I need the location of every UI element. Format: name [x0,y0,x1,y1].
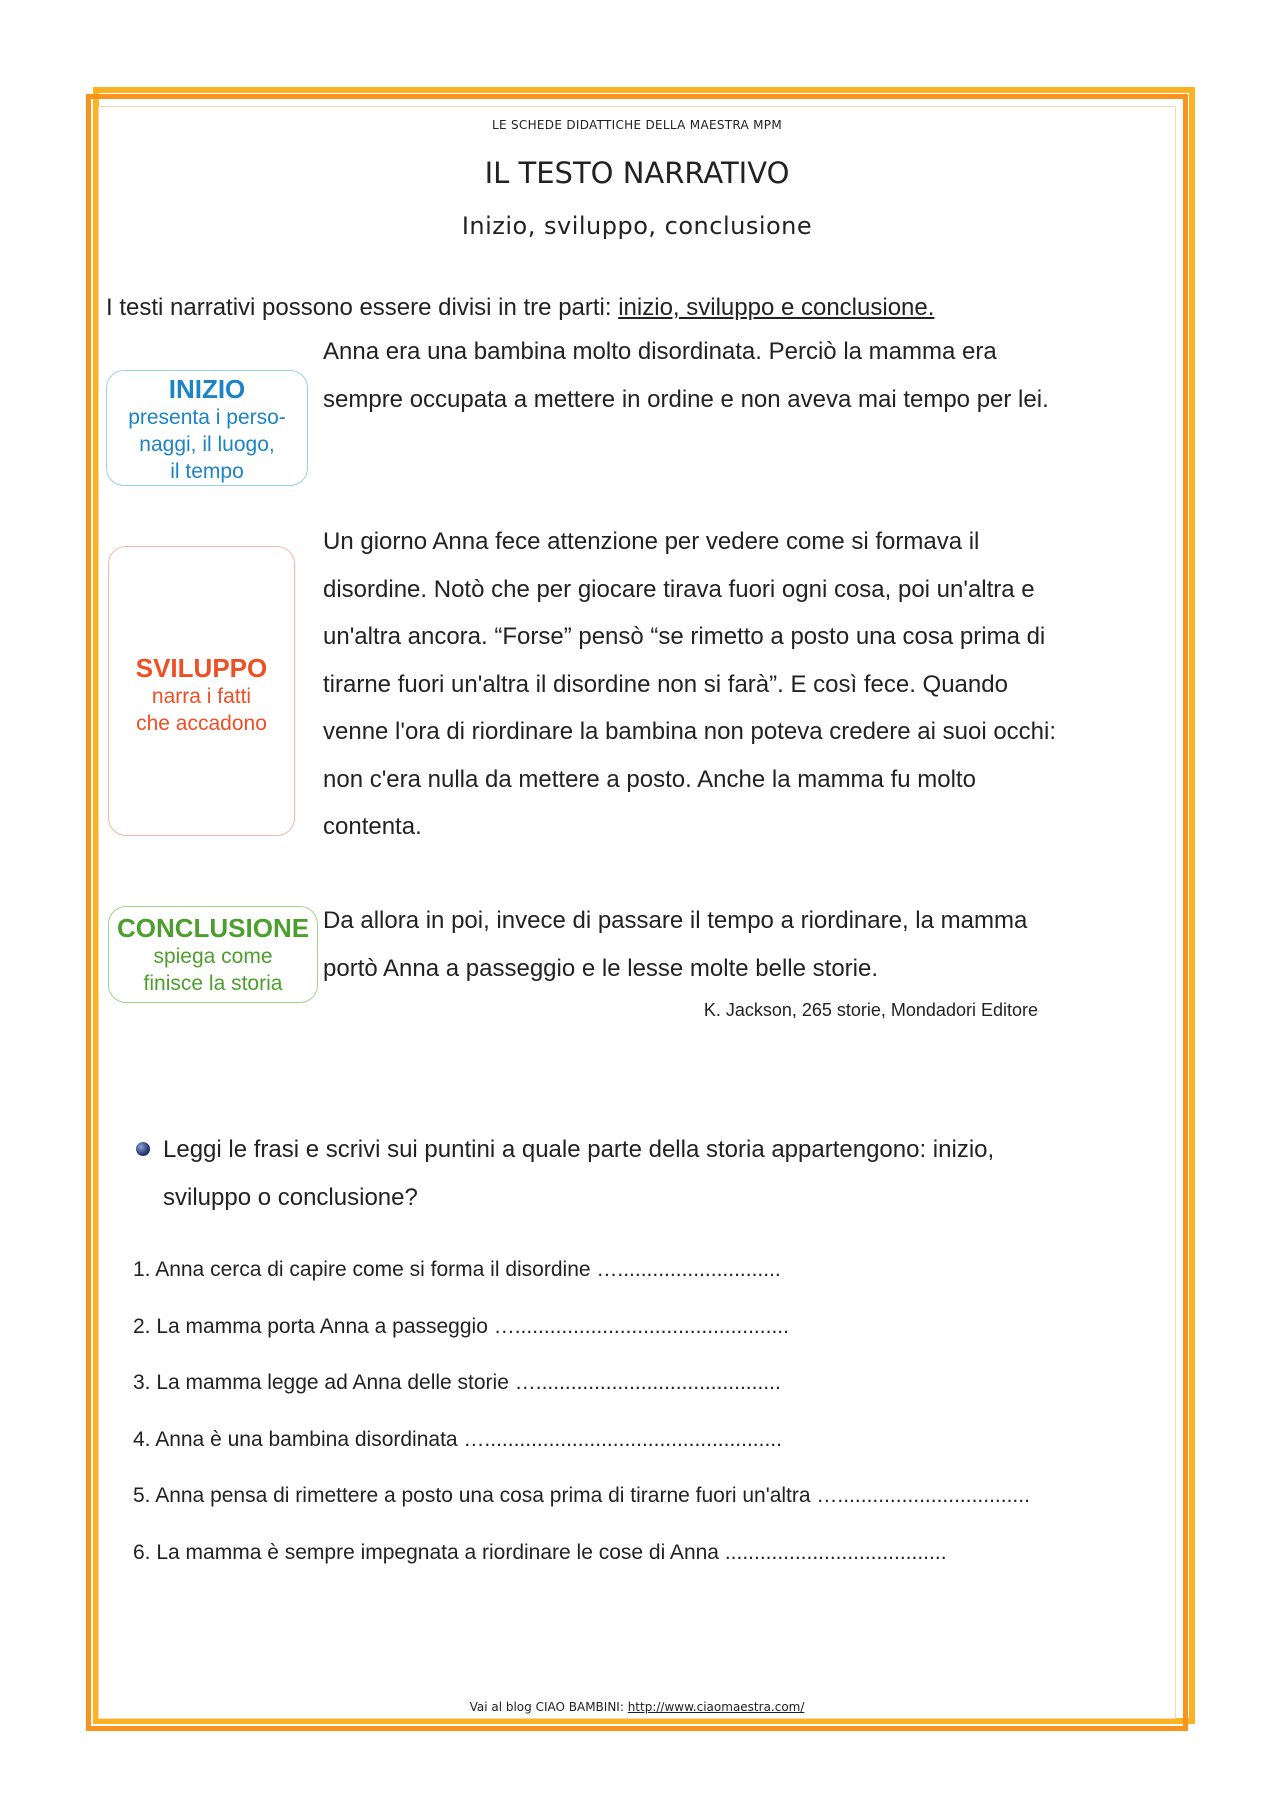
label-desc-line: presenta i perso- [128,405,286,429]
label-box-conclusione [108,906,318,1003]
page-subtitle: Inizio, sviluppo, conclusione [461,212,813,240]
footer-text: Vai al blog CIAO BAMBINI: [469,1700,628,1714]
intro-sentence [106,294,934,322]
bullet-icon [136,1142,150,1156]
label-box-inizio [106,370,308,486]
paragraph-line: disordine. Notò che per giocare tirava fuori ogni cosa, poi un'altra e [323,575,1035,603]
page-title: IL TESTO NARRATIVO [484,156,790,190]
exercise-instruction [163,1126,994,1221]
paragraph-line: un'altra ancora. “Forse” pensò “se rimetto a posto una cosa prima di [323,623,1046,650]
paragraph-sviluppo [323,518,1056,851]
paragraph-line: tirarne fuori un'altra il disordine non si farà”. E così fece. Quando [323,670,1008,698]
exercise-item[interactable]: 5. Anna pensa di rimettere a posto una cosa prima di tirarne fuori un'altra …................................. [133,1484,1030,1507]
label-desc-line: narra i fatti [151,685,252,708]
label-title-inizio: INIZIO [168,373,246,404]
exercise-item[interactable]: 1. Anna cerca di capire come si forma il disordine …............................ [133,1258,781,1281]
paragraph-line: Da allora in poi, invece di passare il tempo a riordinare, la mamma [323,907,1028,934]
paragraph-line: non c'era nulla da mettere a posto. Anche la mamma fu molto [323,765,976,793]
worksheet-page [86,94,1188,1731]
paragraph-conclusione [323,897,1027,992]
instruction-line: sviluppo o conclusione? [163,1183,418,1211]
intro-underlined: inizio, sviluppo e conclusione. [618,294,935,321]
intro-text: I testi narrativi possono essere divisi in tre parti: [106,294,619,321]
paragraph-line: Anna era una bambina molto disordinata. Perciò la mamma era [323,338,997,365]
paragraph-line: venne l'ora di riordinare la bambina non poteva credere ai suoi occhi: [323,718,1057,745]
label-title-sviluppo: SVILUPPO [135,653,268,683]
label-desc-line: il tempo [170,459,244,483]
header-note: LE SCHEDE DIDATTICHE DELLA MAESTRA MPM [492,118,782,132]
label-title-conclusione: CONCLUSIONE [116,912,310,943]
label-box-sviluppo [108,546,295,836]
exercise-item[interactable]: 2. La mamma porta Anna a passeggio …............................................... [133,1314,789,1338]
paragraph-line: sempre occupata a mettere in ordine e non aveva mai tempo per lei. [323,385,1049,413]
footer [86,1700,1188,1714]
label-desc-line: finisce la storia [143,971,283,995]
label-desc-line: naggi, il luogo, [139,432,275,456]
blog-link[interactable]: http://www.ciaomaestra.com/ [627,1700,805,1714]
paragraph-line: contenta. [323,813,422,840]
exercise-item[interactable]: 4. Anna è una bambina disordinata …................................................... [133,1427,782,1451]
citation: K. Jackson, 265 storie, Mondadori Editore [703,1000,1038,1020]
exercise-item[interactable]: 6. La mamma è sempre impegnata a riordinare le cose di Anna ...................................... [133,1540,947,1564]
paragraph-line: portò Anna a passeggio e le lesse molte belle storie. [323,954,879,982]
paragraph-line: Un giorno Anna fece attenzione per vedere come si formava il [323,528,980,555]
label-desc-line: che accadono [136,712,267,735]
paragraph-inizio [323,328,1049,423]
instruction-line: Leggi le frasi e scrivi sui puntini a quale parte della storia appartengono: inizio, [163,1136,995,1163]
label-desc-line: spiega come [153,944,273,968]
exercise-item[interactable]: 3. La mamma legge ad Anna delle storie ….......................................... [133,1371,781,1394]
